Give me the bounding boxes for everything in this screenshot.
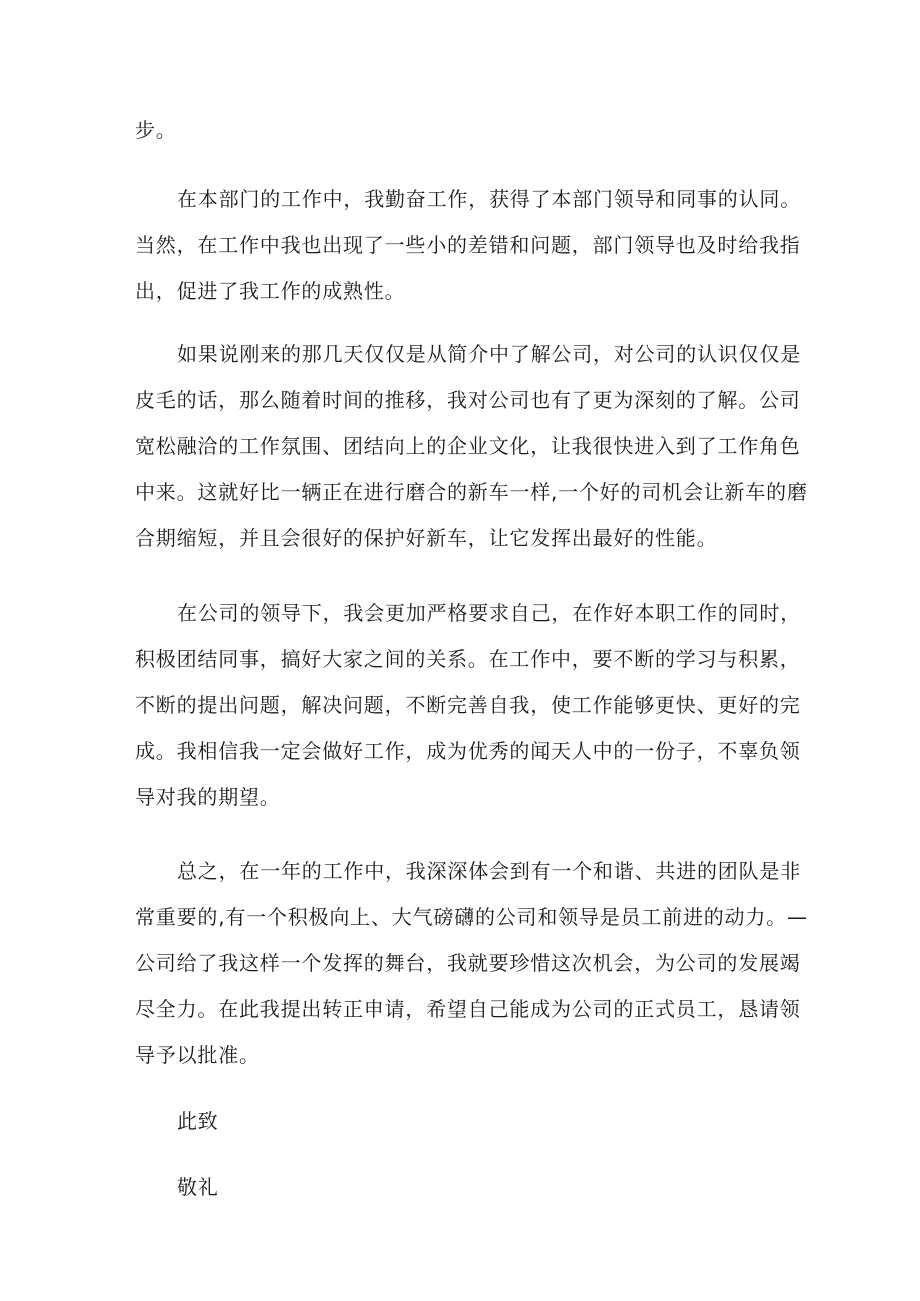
text-line: 合期缩短，并且会很好的保护好新车，让它发挥出最好的性能。: [135, 526, 718, 550]
closing-salutation: 此致: [177, 1109, 219, 1133]
text-line: 在公司的领导下，我会更加严格要求自己，在作好本职工作的同时，: [177, 601, 801, 625]
text-line: 导予以批准。: [135, 1043, 260, 1067]
text-line: 皮毛的话，那么随着时间的推移，我对公司也有了更为深刻的了解。公司: [135, 388, 801, 412]
text-line: 如果说刚来的那几天仅仅是从简介中了解公司，对公司的认识仅仅是: [177, 342, 801, 366]
text-line: 中来。这就好比一辆正在进行磨合的新车一样,一个好的司机会让新车的磨: [135, 480, 808, 504]
text-line: 成。我相信我一定会做好工作，成为优秀的闻天人中的一份子，不辜负领: [135, 739, 801, 763]
text-line: 导对我的期望。: [135, 785, 281, 809]
text-line: 常重要的,有一个积极向上、大气磅礴的公司和领导是员工前进的动力。—: [135, 905, 808, 929]
paragraph-4: [135, 848, 808, 1078]
text-line: 尽全力。在此我提出转正申请，希望自己能成为公司的正式员工，恳请领: [135, 997, 801, 1021]
paragraph-1: [135, 176, 801, 314]
paragraph-2: [135, 331, 808, 561]
closing-regards: 敬礼: [177, 1175, 219, 1199]
text-line: 不断的提出问题，解决问题，不断完善自我，使工作能够更快、更好的完: [135, 693, 801, 717]
text-line: 公司给了我这样一个发挥的舞台，我就要珍惜这次机会，为公司的发展竭: [135, 951, 801, 975]
text-line: 宽松融洽的工作氛围、团结向上的企业文化，让我很快进入到了工作角色: [135, 434, 801, 458]
text-line: 总之，在一年的工作中，我深深体会到有一个和谐、共进的团队是非: [177, 859, 801, 883]
text-line: 在本部门的工作中，我勤奋工作，获得了本部门领导和同事的认同。: [177, 187, 801, 211]
text-line: 积极团结同事，搞好大家之间的关系。在工作中，要不断的学习与积累，: [135, 647, 801, 671]
paragraph-fragment: [135, 107, 785, 153]
text-line: 出，促进了我工作的成熟性。: [135, 279, 406, 303]
text-line: 当然，在工作中我也出现了一些小的差错和问题，部门领导也及时给我指: [135, 233, 801, 257]
text-line: 步。: [135, 118, 177, 142]
paragraph-3: [135, 590, 801, 820]
